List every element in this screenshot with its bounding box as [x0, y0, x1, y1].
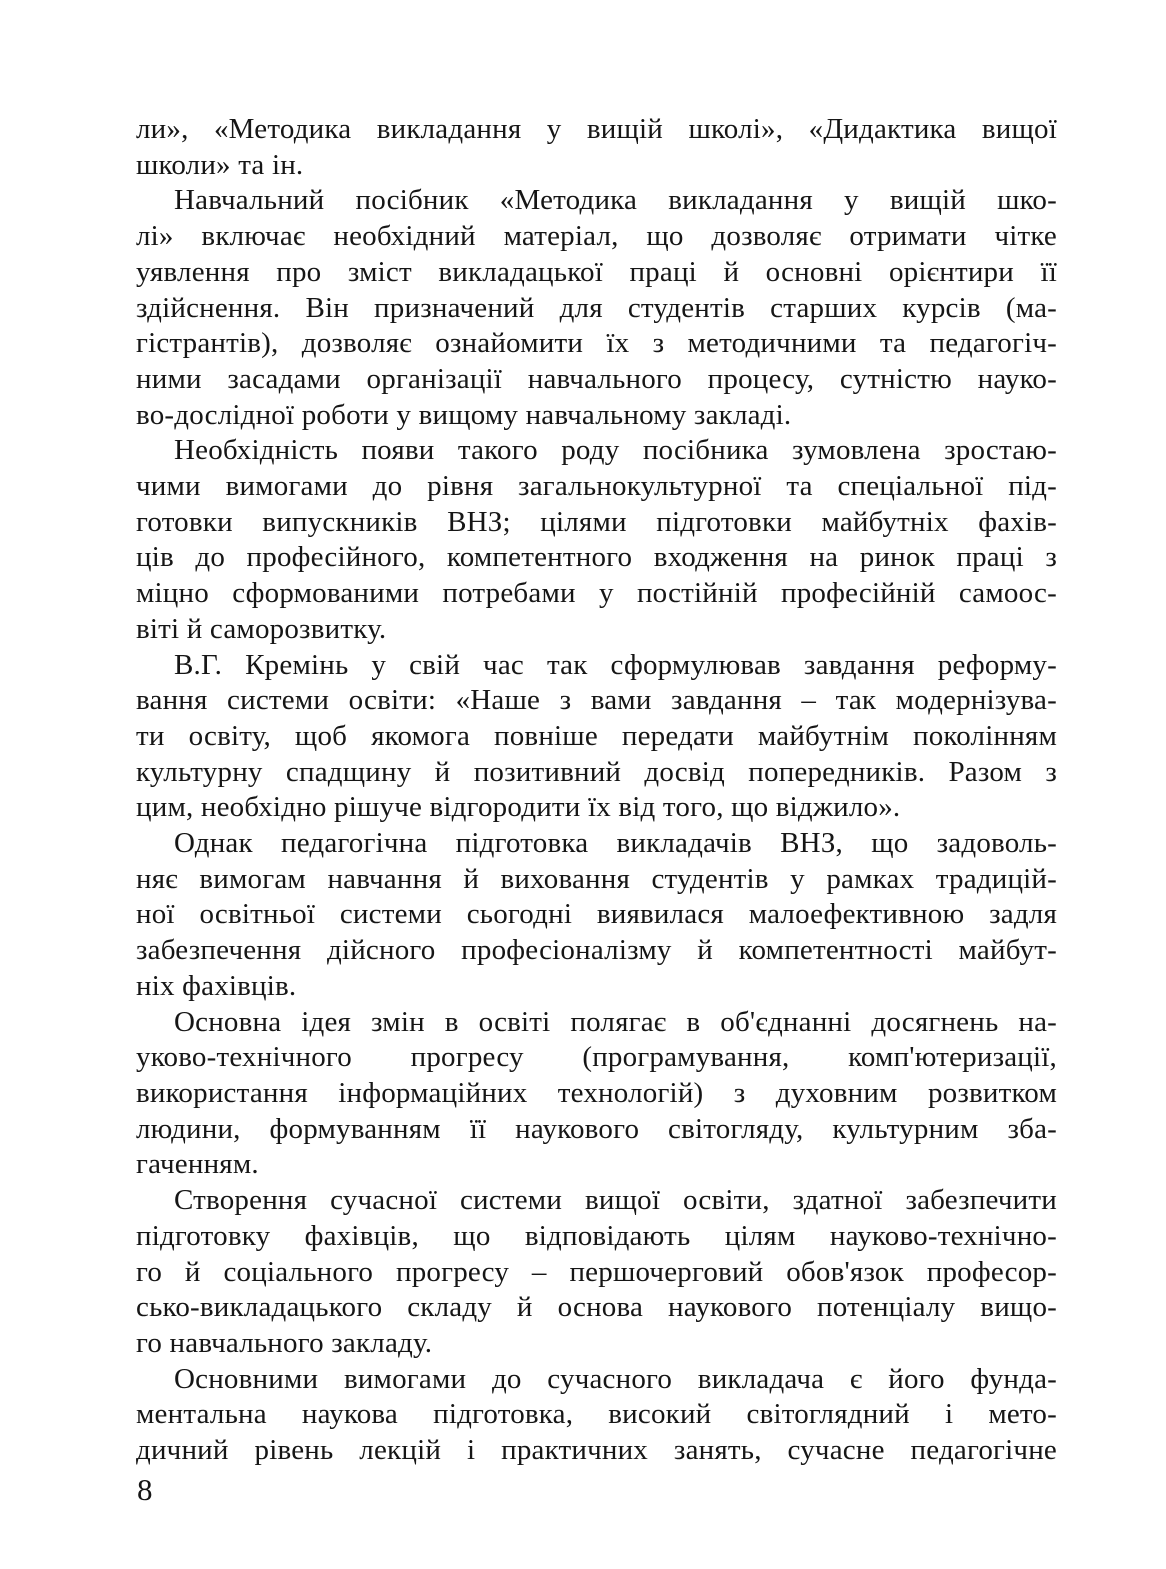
text-line: ти освіту, щоб якомога повніше передати майбутнім поколінням [136, 719, 1057, 752]
text-line: Основна ідея змін в освіті полягає в об'єднанні досягнень на- [174, 1005, 1057, 1038]
paragraph [136, 1005, 1057, 1184]
text-line: го й соціального прогресу – першочерговий обов'язок професор- [136, 1255, 1057, 1288]
text-line: дичний рівень лекцій і практичних занять, сучасне педагогічне [136, 1434, 1057, 1467]
text-line: Навчальний посібник «Методика викладання у вищій шко- [174, 184, 1057, 217]
paragraph [136, 648, 1057, 827]
text-line: людини, формуванням її наукового світогляду, культурним зба- [136, 1112, 1057, 1145]
text-line: гістрантів), дозволяє ознайомити їх з методичними та педагогіч- [136, 327, 1057, 360]
text-line: няє вимогам навчання й виховання студентів у рамках традицій- [136, 862, 1057, 895]
text-line: ців до професійного, компетентного входження на ринок праці з [136, 541, 1057, 574]
text-line: ли», «Методика викладання у вищій школі», «Дидактика вищої [136, 113, 1057, 145]
text-block [136, 112, 1057, 1469]
text-line: цим, необхідно рішуче відгородити їх від того, що віджило». [136, 791, 901, 824]
text-line: школи» та ін. [136, 148, 304, 181]
paragraph [136, 433, 1057, 647]
text-line: ної освітньої системи сьогодні виявилася малоефективною задля [136, 898, 1057, 931]
text-line: культурну спадщину й позитивний досвід попередників. Разом з [136, 755, 1057, 788]
text-line: Створення сучасної системи вищої освіти, здатної забезпечити [174, 1184, 1057, 1217]
text-line: ментальна наукова підготовка, високий світоглядний і мето- [136, 1398, 1057, 1431]
text-line: віті й саморозвитку. [136, 612, 387, 645]
text-line: гаченням. [136, 1148, 259, 1181]
text-line: використання інформаційних технологій) з духовним розвитком [136, 1076, 1057, 1109]
paragraph [136, 112, 1057, 183]
text-line: Необхідність появи такого роду посібника зумовлена зростаю- [174, 434, 1057, 467]
text-line: забезпечення дійсного професіоналізму й компетентності майбут- [136, 934, 1057, 967]
text-line: підготовку фахівців, що відповідають цілям науково-технічно- [136, 1219, 1057, 1252]
text-line: уково-технічного прогресу (програмування, комп'ютеризації, [136, 1041, 1057, 1074]
text-line: вання системи освіти: «Наше з вами завдання – так модернізува- [136, 684, 1057, 717]
paragraph [136, 1183, 1057, 1362]
paragraph [136, 183, 1057, 433]
text-line: ними засадами організації навчального процесу, сутністю науко- [136, 362, 1057, 395]
text-line: го навчального закладу. [136, 1326, 433, 1359]
text-line: сько-викладацького складу й основа наукового потенціалу вищо- [136, 1291, 1057, 1324]
text-line: уявлення про зміст викладацької праці й основні орієнтири її [136, 255, 1057, 288]
text-line: Однак педагогічна підготовка викладачів ВНЗ, що задоволь- [174, 827, 1057, 860]
text-line: во-дослідної роботи у вищому навчальному закладі. [136, 398, 792, 431]
text-line: чими вимогами до рівня загальнокультурної та спеціальної під- [136, 470, 1057, 503]
text-line: Основними вимогами до сучасного викладача є його фунда- [174, 1362, 1057, 1395]
text-line: В.Г. Кремінь у свій час так сформулював завдання реформу- [174, 648, 1057, 681]
text-line: готовки випускників ВНЗ; цілями підготовки майбутніх фахів- [136, 505, 1057, 538]
text-line: міцно сформованими потребами у постійній професійній самоос- [136, 577, 1057, 610]
text-line: ніх фахівців. [136, 969, 297, 1002]
text-line: здійснення. Він призначений для студентів старших курсів (ма- [136, 291, 1057, 324]
page-number: 8 [137, 1472, 153, 1507]
paragraph [136, 1362, 1057, 1469]
paragraph [136, 826, 1057, 1005]
text-line: лі» включає необхідний матеріал, що дозволяє отримати чітке [136, 220, 1057, 253]
